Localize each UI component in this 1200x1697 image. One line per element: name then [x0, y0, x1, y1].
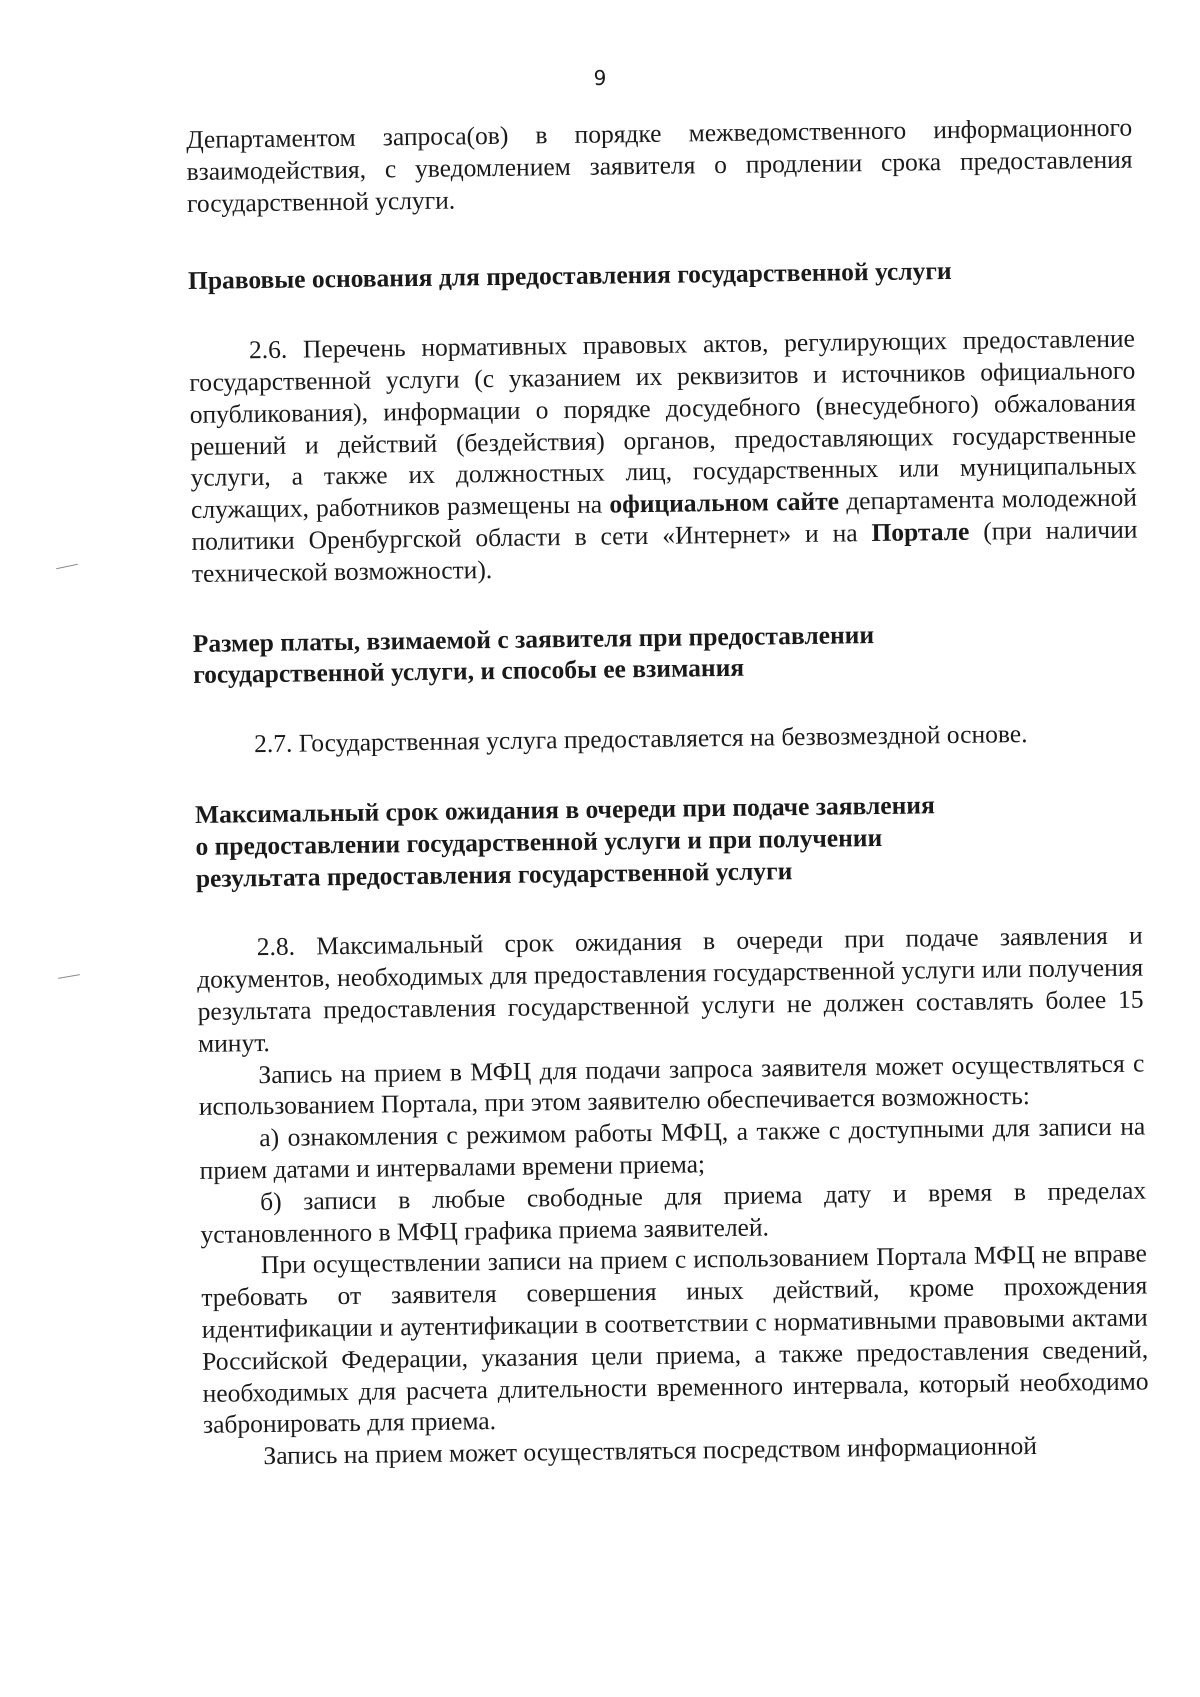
paragraph-2-6-text: 2.6. Перечень нормативных правовых актов, регулирующих предоставление государственной услуги (с указанием их реквизитов и источников официального опубликования), информации о порядке досудебного (внесудебного) обжалования решений и действий (бездействия) органов, предоставляющих государственные услуги, а также их должностных лиц, государственных или муниципальных служащих, работников размещены на — [189, 323, 1137, 525]
paragraph-2-7: 2.7. Государственная услуга предоставляется на безвозмездной основе. — [253, 719, 1028, 759]
heading-line: о предоставлении государственной услуги и при получении — [195, 822, 883, 861]
paragraph-continuation: Департаментом запроса(ов) в порядке межведомственного информационного взаимодействия, с уведомлением заявителя о продлении срока предоставления государственной услуги. — [186, 112, 1133, 218]
official-site-emphasis: официальном сайте — [609, 486, 840, 519]
list-item-a: а) ознакомления с режимом работы МФЦ, а также с доступными для записи на прием датами и интервалами времени приема; — [199, 1111, 1146, 1185]
list-item-b: б) записи в любые свободные для приема дату и время в пределах установленного в МФЦ графика приема заявителей. — [200, 1175, 1147, 1249]
document-body — [186, 112, 1150, 1473]
paragraph-2-6-text: (при наличии технической возможности). — [191, 514, 1138, 588]
margin-mark — [58, 974, 80, 979]
heading-line: Размер платы, взимаемой с заявителя при предоставлении — [192, 619, 875, 658]
paragraph-2-8: 2.8. Максимальный срок ожидания в очереди при подаче заявления и документов, необходимых для предоставления государственной услуги или получения результата предоставления государственной услуги не должен составлять более 15 минут. — [197, 920, 1144, 1058]
margin-mark — [56, 564, 78, 570]
heading-line: государственной услуги, и способы ее взимания — [193, 653, 745, 690]
portal-emphasis: Портале — [871, 516, 970, 548]
section-heading-queue-time — [195, 787, 1142, 895]
heading-line: результата предоставления государственной услуги — [195, 855, 793, 893]
paragraph-appointment-info: Запись на прием может осуществляться посредством информационной — [263, 1431, 1038, 1471]
paragraph-2-6 — [189, 323, 1138, 590]
section-heading-legal-basis: Правовые основания для предоставления государственной услуги — [187, 256, 952, 296]
page-number: 9 — [593, 66, 607, 90]
paragraph-appointment: Запись на прием в МФЦ для подачи запроса заявителя может осуществляться с использованием Портала, при этом заявителю обеспечивается возможность: — [198, 1048, 1145, 1122]
heading-line: Максимальный срок ожидания в очереди при подаче заявления — [194, 790, 935, 829]
paragraph-2-6-text: департамента молодежной политики Оренбургской области в сети «Интернет» и на — [191, 482, 1138, 556]
paragraph-portal-requirements: При осуществлении записи на прием с использованием Портала МФЦ не вправе требовать от заявителя совершения иных действий, кроме прохождения идентификации и аутентификации в соответствии с нормативными правовыми актами Российской Федерации, указания цели приема, а также предоставления сведений, необходимых для расчета длительности временного интервала, который необходимо забронировать для приема. — [201, 1238, 1149, 1440]
